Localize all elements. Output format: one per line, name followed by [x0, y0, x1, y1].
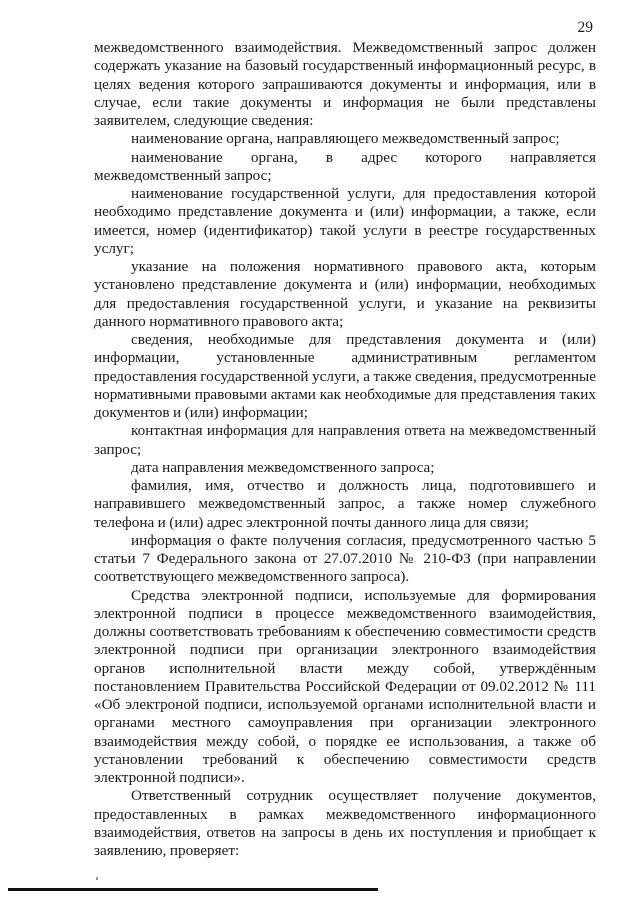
paragraph: наименование органа, в адрес которого направляется межведомственный запрос; [94, 148, 596, 184]
bottom-rule [8, 888, 378, 891]
paragraph: Средства электронной подписи, используемые для формирования электронной подписи в процессе межведомственного взаимодействия, должны соответствовать требованиям к обеспечению совместимости средств электронной подписи при организации электронного взаимодействия органов исполнительной власти между собой, утверждённым постановлением Правительства Российской Федерации от 09.02.2012 № 111 «Об электроной подписи, используемой органами исполнительной власти и органами местного самоуправления при организации электронного взаимодействия между собой, о порядке ее использования, а также об установлении требований к обеспечению совместимости средств электронной подписи». [94, 586, 596, 786]
paragraph: Ответственный сотрудник осуществляет получение документов, предоставленных в рамках межведомственного информационного взаимодействия, ответов на запросы в день их поступления и приобщает к заявлению, проверяет: [94, 787, 596, 859]
paragraph: сведения, необходимые для представления документа и (или) информации, установленные административным регламентом предоставления государственной услуги, а также сведения, предусмотренные нормативными правовыми актами как необходимые для представления таких документов и (или) информации; [94, 331, 596, 421]
paragraph: межведомственного взаимодействия. Межведомственный запрос должен содержать указание на базовый государственный информационный ресурс, в целях ведения которого запрашиваются документы и информация, или в случае, если такие документы и информация не были представлены заявителем, следующие сведения: [94, 39, 596, 129]
scan-mark [96, 877, 98, 880]
document-body [94, 39, 596, 860]
paragraph: указание на положения нормативного правового акта, которым установлено представление документа и (или) информации, необходимых для предоставления государственной услуги, и указание на реквизиты данного нормативного правового акта; [94, 258, 596, 330]
paragraph: фамилия, имя, отчество и должность лица, подготовившего и направившего межведомственный запрос, а также номер служебного телефона и (или) адрес электронной почты данного лица для связи; [94, 477, 596, 531]
paragraph: контактная информация для направления ответа на межведомственный запрос; [94, 422, 596, 458]
paragraph: наименование органа, направляющего межведомственный запрос; [131, 130, 560, 148]
paragraph: информация о факте получения согласия, предусмотренного частью 5 статьи 7 Федерального закона от 27.07.2010 № 210-ФЗ (при направлении соответствующего межведомственного запроса). [94, 531, 596, 586]
paragraph: дата направления межведомственного запроса; [131, 458, 435, 476]
page-number: 29 [577, 19, 593, 36]
paragraph: наименование государственной услуги, для предоставления которой необходимо представление документа и (или) информации, а также, если имеется, номер (идентификатор) такой услуги в реестре государственных услуг; [94, 185, 596, 257]
